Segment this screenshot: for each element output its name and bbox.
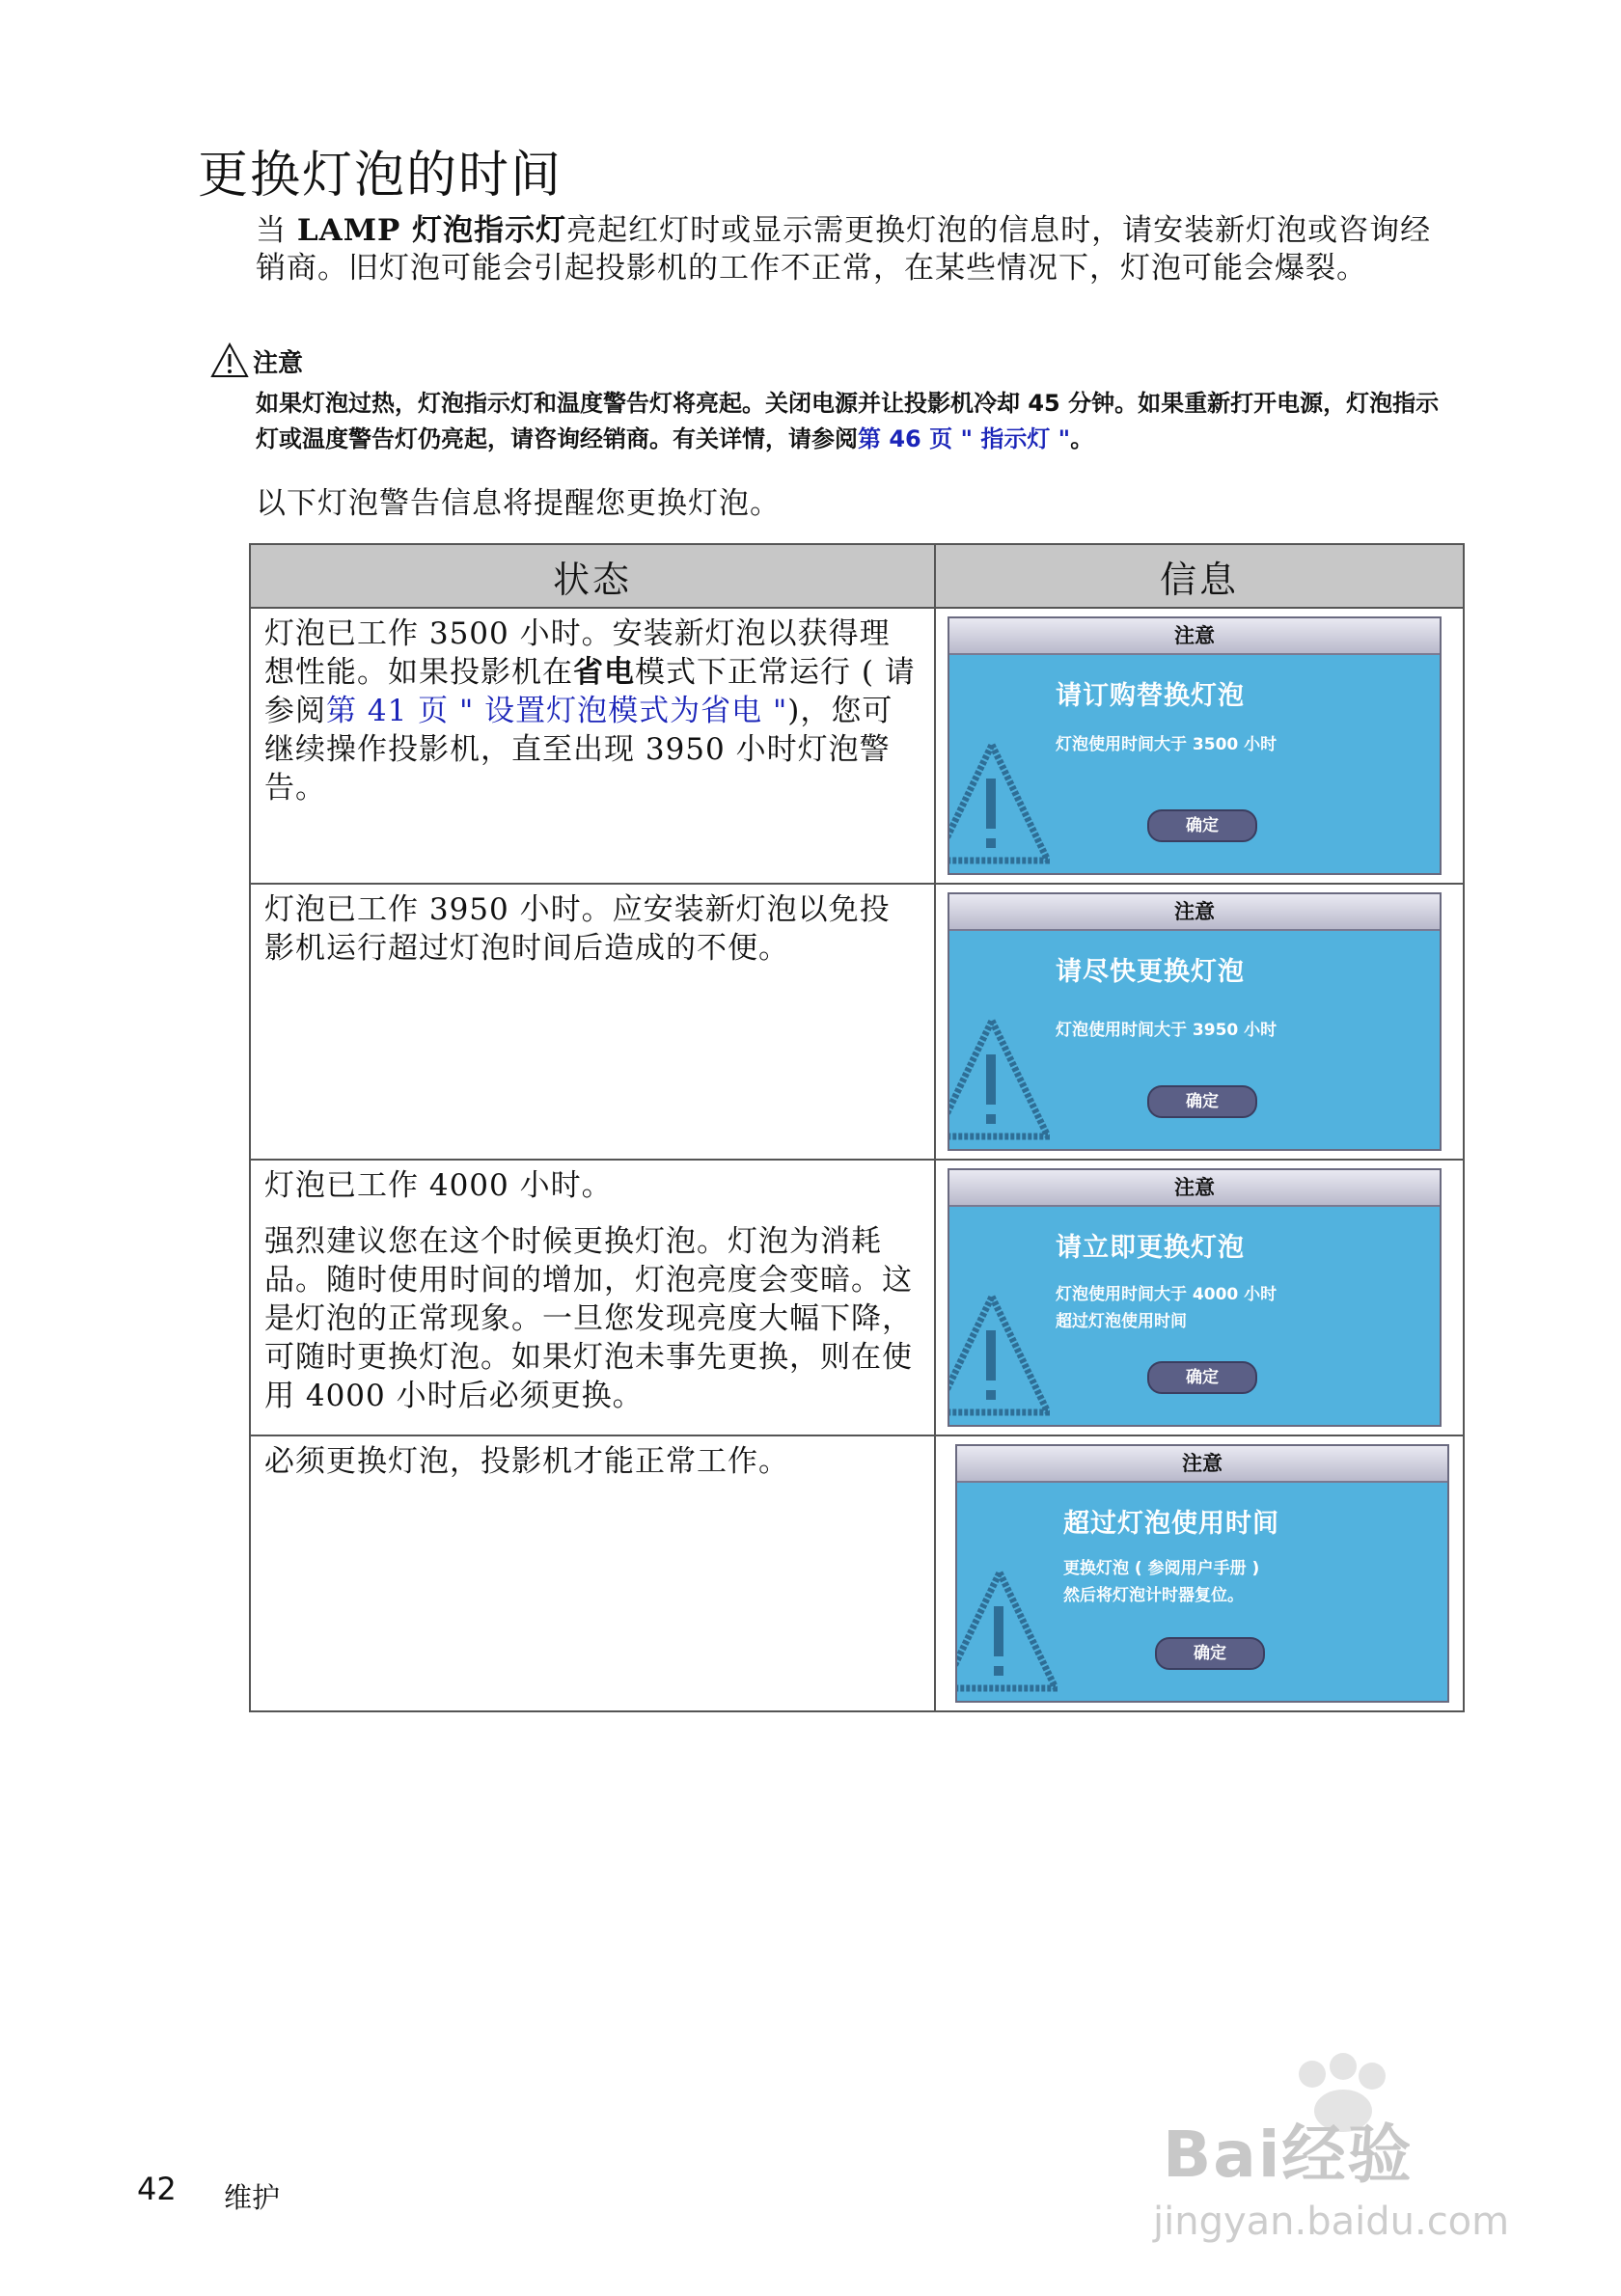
note-end: 。 [1070,425,1094,452]
dialog-line-2: 超过灯泡使用时间 [1056,1312,1187,1331]
dialog-title: 注意 [949,618,1440,655]
intro-bold-lamp: LAMP 灯泡指示灯 [296,213,567,248]
warning-dialog [948,616,1442,875]
warning-triangle-icon [949,740,1050,865]
status-text-b: 模式下正常运行 ( 请参阅 [264,655,916,728]
section-label: 维护 [224,2181,281,2214]
intro-paragraph [256,212,1462,287]
intro-text-1: 当 [256,213,297,248]
dialog-line-1: 灯泡使用时间大于 3500 小时 [1056,735,1278,754]
status-cell [250,1160,935,1435]
watermark-url: jingyan.baidu.com [1153,2200,1510,2244]
dialog-heading: 请尽快更换灯泡 [1056,957,1245,987]
status-text: 灯泡已工作 3950 小时。应安装新灯泡以免投影机运行超过灯泡时间后造成的不便。 [264,892,891,966]
warning-triangle-icon [957,1568,1058,1693]
page-title: 更换灯泡的时间 [198,147,563,205]
dialog-title: 注意 [957,1446,1447,1483]
status-cell [250,1435,935,1711]
page-number: 42 [137,2171,177,2207]
status-text: 必须更换灯泡，投影机才能正常工作。 [264,1444,789,1479]
dialog-line-1: 灯泡使用时间大于 4000 小时 [1056,1285,1278,1304]
message-cell [935,884,1464,1160]
status-bold-eco: 省电 [573,655,635,690]
note-heading-label: 注意 [253,348,304,378]
status-text-detail: 强烈建议您在这个时候更换灯泡。灯泡为消耗品。随时使用时间的增加，灯泡亮度会变暗。这是灯泡的正常现象。一旦您发现亮度大幅下降，可随时更换灯泡。如果灯泡未事先更换，则在使用 4000 小时后必须更换。 [264,1224,913,1413]
ok-button[interactable]: 确定 [1147,809,1257,842]
status-cell [250,884,935,1160]
status-link-eco-mode[interactable]: 第 41 页 " 设置灯泡模式为省电 " [326,694,788,728]
dialog-line-2: 然后将灯泡计时器复位。 [1063,1586,1244,1605]
warning-dialog [948,1168,1442,1427]
dialog-line-1: 更换灯泡 ( 参阅用户手册 ) [1063,1559,1260,1578]
lead-paragraph: 以下灯泡警告信息将提醒您更换灯泡。 [256,486,781,521]
note-link-indicators[interactable]: 第 46 页 " 指示灯 " [858,425,1071,452]
header-message: 信息 [935,544,1464,608]
dialog-line-1: 灯泡使用时间大于 3950 小时 [1056,1021,1278,1040]
table-row [250,1160,1464,1435]
status-text-c: )，您可继续操作投影机，直至出现 3950 小时灯泡警告。 [264,694,893,806]
warning-icon [210,342,249,379]
lamp-warning-table [249,543,1465,1712]
note-text: 如果灯泡过热，灯泡指示灯和温度警告灯将亮起。关闭电源并让投影机冷却 45 分钟。如果重新打开电源，灯泡指示灯或温度警告灯仍亮起，请咨询经销商。有关详情，请参阅 [256,390,1440,452]
warning-dialog [955,1444,1449,1703]
message-cell [935,1160,1464,1435]
header-status: 状态 [250,544,935,608]
dialog-title: 注意 [949,1170,1440,1207]
warning-triangle-icon [949,1292,1050,1417]
table-row [250,1435,1464,1711]
message-cell [935,608,1464,884]
note-heading [210,340,303,382]
note-body [256,386,1462,457]
message-cell [935,1435,1464,1711]
dialog-title: 注意 [949,894,1440,931]
ok-button[interactable]: 确定 [1147,1085,1257,1118]
status-cell [250,608,935,884]
table-row [250,884,1464,1160]
watermark-brand: Bai经验 [1163,2118,1414,2192]
status-text: 灯泡已工作 4000 小时。 [264,1168,613,1203]
ok-button[interactable]: 确定 [1155,1637,1265,1670]
dialog-heading: 请立即更换灯泡 [1056,1233,1245,1263]
ok-button[interactable]: 确定 [1147,1361,1257,1394]
intro-text-2: 亮起红灯时或显示需更换灯泡的信息时，请安装新灯泡或咨询经销商。旧灯泡可能会引起投影机的工作不正常，在某些情况下，灯泡可能会爆裂。 [256,213,1432,286]
dialog-heading: 请订购替换灯泡 [1056,681,1245,711]
warning-dialog [948,892,1442,1151]
table-row [250,608,1464,884]
warning-triangle-icon [949,1016,1050,1141]
status-text: 灯泡已工作 3500 小时。安装新灯泡以获得理想性能。如果投影机在 [264,616,891,690]
dialog-heading: 超过灯泡使用时间 [1063,1509,1279,1539]
table-header-row [250,544,1464,608]
